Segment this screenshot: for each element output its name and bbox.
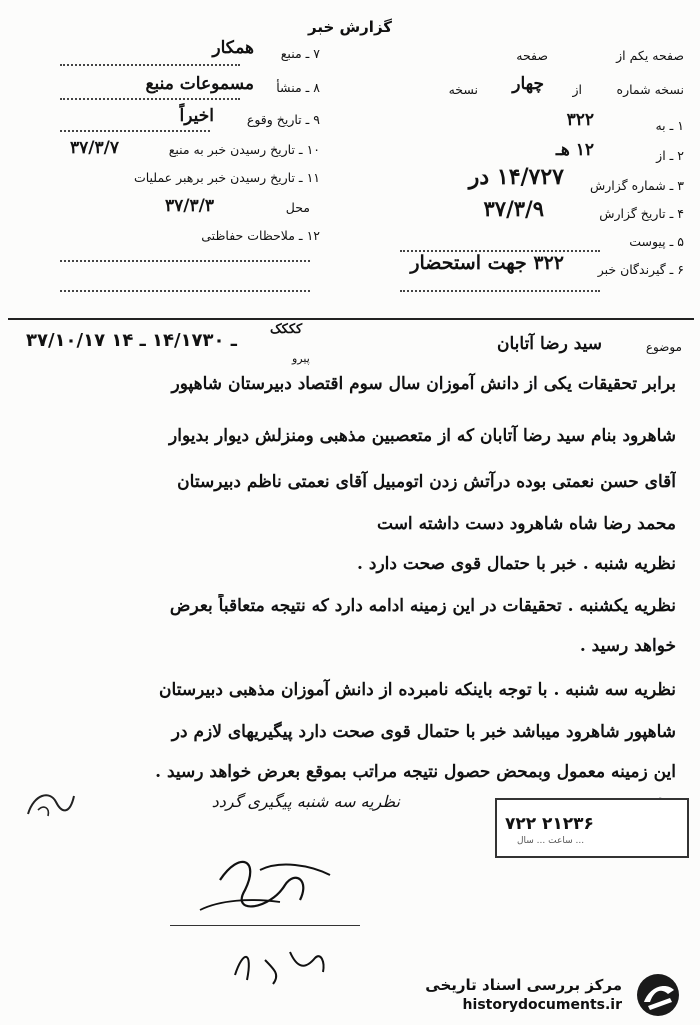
reference-code: کککک xyxy=(270,322,303,337)
subject-label: موضوع xyxy=(645,340,682,354)
field-source-label: ۷ ـ منبع xyxy=(280,46,320,61)
body-line: شاهرود بنام سید رضا آتابان که از متعصبین مذهبی ومنزلش دیوار بدیوار xyxy=(169,426,676,446)
signature-date-icon xyxy=(225,940,335,990)
field-security-notes xyxy=(201,228,320,243)
field-source-value xyxy=(212,38,260,58)
field-source-dots xyxy=(60,64,240,66)
body-line: نظریه یکشنبه . تحقیقات در این زمینه ادامه دارد که نتیجه متعاقباً بعرض xyxy=(169,596,676,616)
field-from-value-text: ۱۲ هـ xyxy=(555,140,594,160)
field-copy-of-label: از xyxy=(572,82,582,97)
field-place-label: محل xyxy=(285,200,310,215)
field-recipients xyxy=(598,262,684,277)
field-report-date-value-text: ۳۷/۳/۹ xyxy=(483,196,544,221)
reference-number: ۳۷/۱۰/۱۷ ـ ۱۴/۱۷۳۰ ـ ۱۴ xyxy=(26,330,237,351)
field-received-by-source-label: ۱۰ ـ تاریخ رسیدن خبر به منبع xyxy=(168,142,320,157)
field-source xyxy=(281,46,320,61)
field-copy-label: نسخه xyxy=(448,82,478,97)
field-report-date-label: ۴ ـ تاریخ گزارش xyxy=(599,206,684,221)
field-copy-of xyxy=(572,82,582,97)
body-line: محمد رضا شاه شاهرود دست داشته است xyxy=(377,514,676,534)
field-page-of xyxy=(616,48,684,63)
field-report-date-value xyxy=(484,196,550,221)
divider-top xyxy=(8,318,694,320)
field-origin-value-text: مسموعات منبع xyxy=(145,74,254,94)
field-from-value xyxy=(556,140,600,160)
field-security-notes-label: ۱۲ ـ ملاحظات حفاظتی xyxy=(201,228,320,243)
field-report-number-value xyxy=(469,164,570,190)
field-report-number-value-text: ۱۴/۷۲۷ در xyxy=(468,164,564,190)
field-copy-number xyxy=(617,82,684,97)
field-page-of-label: صفحه یکم از xyxy=(616,48,684,63)
field-received-by-source xyxy=(169,142,320,157)
field-origin-value xyxy=(145,74,260,94)
stamp-sub: ساعت ... سال ... xyxy=(517,836,585,846)
watermark-url: historydocuments.ir xyxy=(462,997,622,1013)
body-line: برابر تحقیقات یکی از دانش آموزان سال سوم اقتصاد دبیرستان شاهپور xyxy=(171,374,676,394)
body-line: شاهپور شاهرود میباشد خبر با حتمال قوی صحت دارد پیگیریهای لازم در xyxy=(171,722,676,742)
body-line: آقای حسن نعمتی بوده درآتش زدن اتومبیل آقای نعمتی ناظم دبیرستان xyxy=(177,472,676,492)
notes-dots-1 xyxy=(60,260,310,262)
signature-line xyxy=(170,925,360,926)
margin-scribble-icon xyxy=(20,784,80,824)
document-title: گزارش خبر xyxy=(307,18,393,36)
field-page-label: صفحه xyxy=(516,48,548,63)
field-page xyxy=(516,48,548,63)
field-occurrence-dots xyxy=(60,130,210,132)
field-occurrence-date xyxy=(247,112,320,127)
field-to xyxy=(655,118,684,133)
field-place xyxy=(286,200,310,215)
registration-stamp xyxy=(495,798,689,858)
notes-dots-2 xyxy=(60,290,310,292)
field-copy-number-label: نسخه شماره xyxy=(616,82,684,97)
field-received-by-leader-label: ۱۱ ـ تاریخ رسیدن خبر برهبر عملیات xyxy=(133,170,320,185)
field-occurrence-date-value-text: اخیراً xyxy=(179,106,214,126)
field-from xyxy=(656,148,684,163)
field-recipients-value-text: ۳۲۲ جهت استحضار xyxy=(410,252,564,274)
field-attachment-label: ۵ ـ پیوست xyxy=(629,234,684,249)
field-from-label: ۲ ـ از xyxy=(656,148,684,163)
field-received-by-source-value xyxy=(70,138,125,158)
subject-row xyxy=(18,330,682,366)
stamp-number: ۷۲۲ ۲۱۲۳۶ xyxy=(505,814,594,834)
body-line: نظریه سه شنبه . با توجه باینکه نامبرده از دانش آموزان مذهبی دبیرستان xyxy=(159,680,676,700)
field-received-by-leader xyxy=(134,170,320,185)
field-place-value-text: ۳۷/۳/۳ xyxy=(165,196,214,216)
field-origin-dots xyxy=(60,98,240,100)
field-origin-label: ۸ ـ منشأ xyxy=(276,80,320,95)
archive-watermark xyxy=(408,970,694,1020)
archive-logo-icon xyxy=(630,972,686,1018)
watermark-title: مرکز بررسی اسناد تاریخی xyxy=(425,976,622,994)
field-recipients-label: ۶ ـ گیرندگان خبر xyxy=(597,262,684,277)
field-source-value-text: همکار xyxy=(212,38,254,58)
field-attachment xyxy=(629,234,684,249)
field-occurrence-date-label: ۹ ـ تاریخ وقوع xyxy=(246,112,320,127)
field-to-label: ۱ ـ به xyxy=(655,118,684,133)
field-place-value xyxy=(165,196,220,216)
recipients-dots xyxy=(400,290,600,292)
field-recipients-value xyxy=(410,252,570,274)
body-line: خواهد رسید . xyxy=(579,636,676,656)
field-origin xyxy=(276,80,320,95)
field-received-by-source-value-text: ۳۷/۳/۷ xyxy=(70,138,119,158)
field-occurrence-date-value xyxy=(180,106,220,126)
field-report-number xyxy=(590,178,684,193)
field-report-number-label: ۳ ـ شماره گزارش xyxy=(589,178,684,193)
field-copy xyxy=(449,82,478,97)
subject-value: سید رضا آتابان xyxy=(497,334,602,354)
field-copy-of-value-text: چهار xyxy=(512,74,544,94)
body-line: نظریه شنبه . خبر با حتمال قوی صحت دارد . xyxy=(357,554,676,574)
reference-sub: پیرو xyxy=(292,352,310,365)
field-copy-of-value xyxy=(512,74,550,94)
field-to-value xyxy=(567,110,600,130)
field-report-date xyxy=(599,206,684,221)
body-line: این زمینه معمول وبمحض حصول نتیجه مراتب بموقع بعرض خواهد رسید . xyxy=(155,762,676,782)
handwritten-note: نظریه سه شنبه پیگیری گردد xyxy=(211,792,400,811)
field-to-value-text: ۳۲۲ xyxy=(566,110,594,130)
